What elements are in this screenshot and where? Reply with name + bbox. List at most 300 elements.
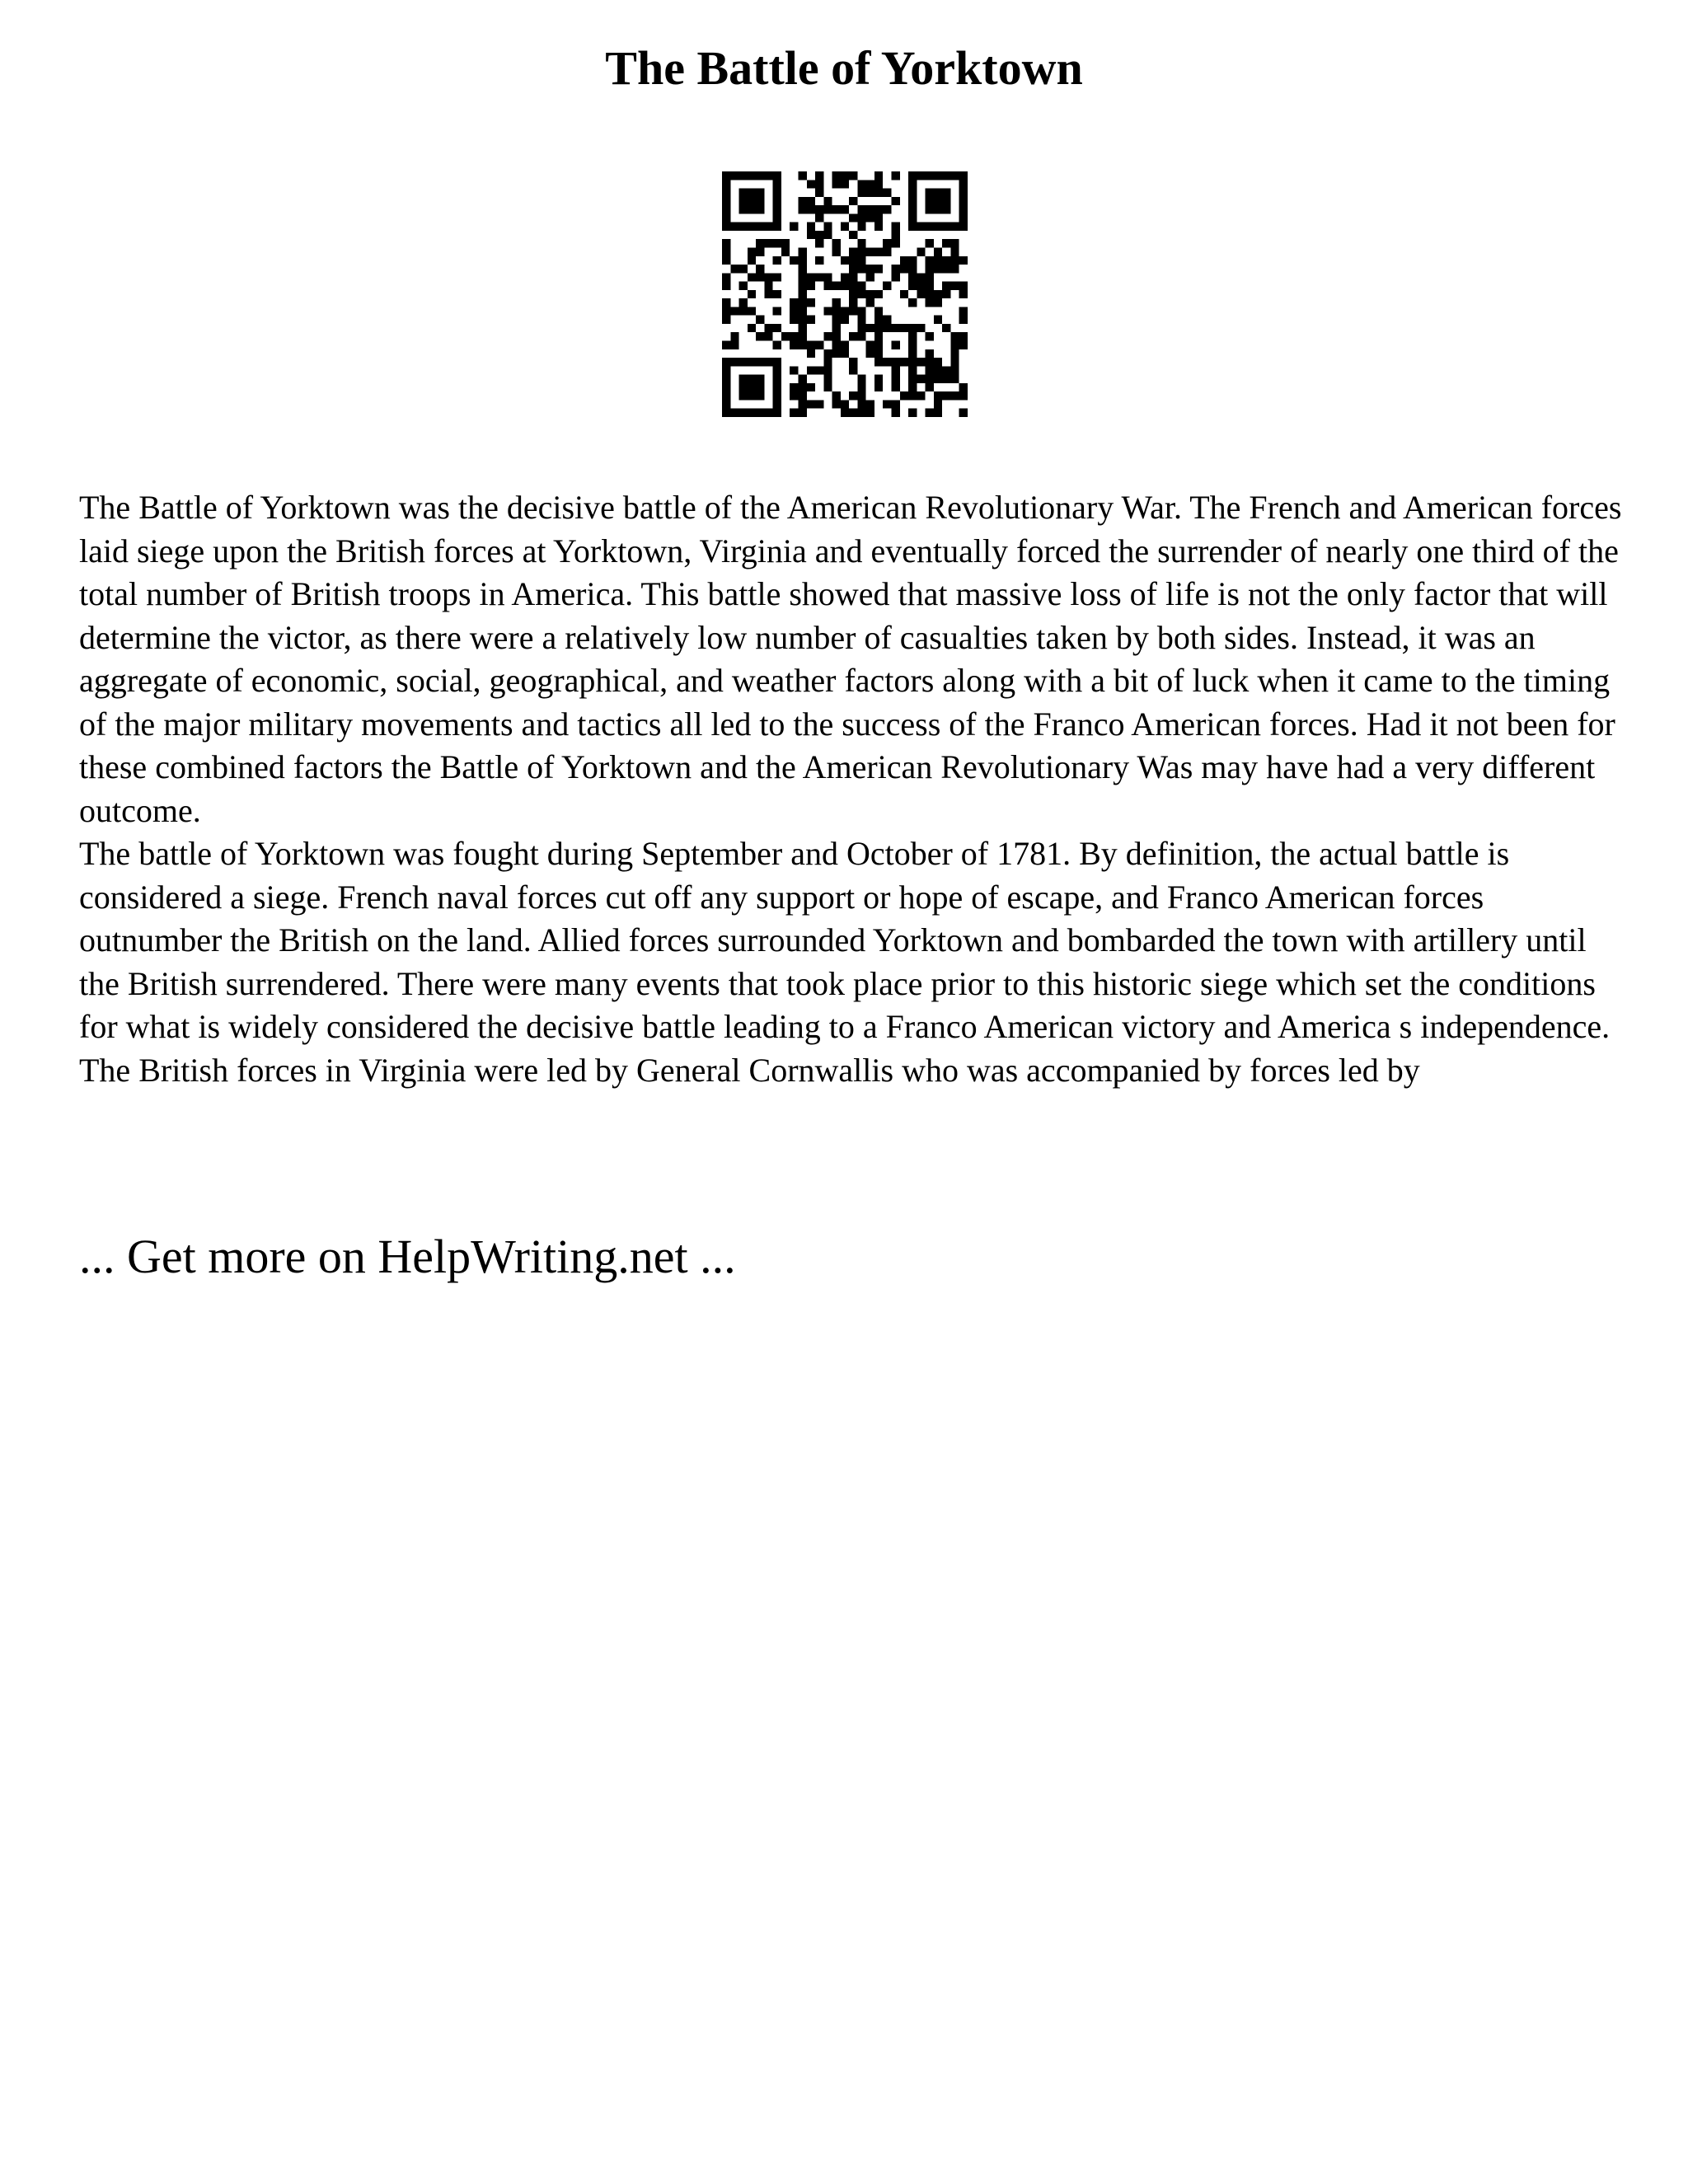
get-more-link[interactable]: ... Get more on HelpWriting.net ... xyxy=(79,1230,736,1283)
qr-module xyxy=(832,180,841,188)
qr-module xyxy=(908,256,917,265)
qr-module xyxy=(950,247,959,255)
qr-module xyxy=(892,197,900,205)
qr-module xyxy=(849,298,857,307)
qr-module xyxy=(748,358,756,366)
qr-module xyxy=(798,316,806,324)
qr-module xyxy=(926,358,934,366)
qr-module xyxy=(841,349,849,358)
qr-module xyxy=(857,223,865,231)
qr-module xyxy=(798,332,806,340)
qr-module xyxy=(748,383,756,391)
qr-module xyxy=(807,298,815,307)
qr-module xyxy=(883,324,891,332)
paragraph-3: The British forces in Virginia were led by General Cornwallis who was accompanied by forces led by xyxy=(79,1051,1420,1089)
qr-module xyxy=(883,358,891,366)
qr-module xyxy=(857,383,865,391)
qr-module xyxy=(942,239,950,247)
qr-module xyxy=(798,307,806,315)
qr-module xyxy=(934,358,942,366)
qr-module xyxy=(739,265,748,273)
qr-module xyxy=(926,349,934,358)
qr-module xyxy=(857,265,865,273)
qr-module xyxy=(841,180,849,188)
qr-module xyxy=(798,341,806,349)
qr-module xyxy=(926,205,934,213)
qr-module xyxy=(866,265,874,273)
qr-module xyxy=(908,282,917,290)
qr-module xyxy=(764,358,772,366)
qr-module xyxy=(798,383,806,391)
qr-module xyxy=(730,223,738,231)
qr-module xyxy=(950,341,959,349)
qr-module xyxy=(959,205,968,213)
qr-module xyxy=(832,349,841,358)
qr-module xyxy=(832,341,841,349)
qr-module xyxy=(773,391,781,400)
qr-module xyxy=(739,298,748,307)
qr-module xyxy=(756,247,764,255)
qr-module xyxy=(866,349,874,358)
qr-module xyxy=(832,400,841,408)
qr-module xyxy=(764,223,772,231)
qr-module xyxy=(748,205,756,213)
qr-module xyxy=(926,290,934,298)
qr-module xyxy=(773,324,781,332)
qr-module xyxy=(790,316,798,324)
qr-module xyxy=(722,197,730,205)
qr-module xyxy=(832,282,841,290)
qr-module xyxy=(866,189,874,197)
qr-module xyxy=(926,239,934,247)
qr-module xyxy=(722,189,730,197)
qr-module xyxy=(866,400,874,408)
qr-module xyxy=(722,409,730,417)
qr-module xyxy=(849,256,857,265)
qr-module xyxy=(722,375,730,383)
qr-module xyxy=(722,171,730,180)
qr-module xyxy=(917,391,925,400)
qr-module xyxy=(917,247,925,255)
qr-module xyxy=(815,213,823,222)
qr-module xyxy=(934,366,942,374)
qr-module xyxy=(798,273,806,281)
qr-module xyxy=(900,256,908,265)
qr-module xyxy=(773,290,781,298)
qr-module xyxy=(815,341,823,349)
qr-module xyxy=(756,332,764,340)
qr-module xyxy=(857,180,865,188)
qr-module xyxy=(773,180,781,188)
qr-module xyxy=(807,231,815,239)
qr-module xyxy=(934,265,942,273)
qr-module xyxy=(857,213,865,222)
qr-module xyxy=(900,324,908,332)
qr-module xyxy=(781,239,790,247)
qr-module xyxy=(892,400,900,408)
qr-module xyxy=(748,256,756,265)
qr-module xyxy=(823,273,832,281)
qr-module xyxy=(841,171,849,180)
qr-module xyxy=(908,375,917,383)
qr-module xyxy=(798,205,806,213)
qr-module xyxy=(790,223,798,231)
qr-module xyxy=(756,189,764,197)
qr-module xyxy=(874,265,883,273)
qr-module xyxy=(807,273,815,281)
qr-module xyxy=(908,205,917,213)
qr-module xyxy=(823,282,832,290)
qr-module xyxy=(748,273,756,281)
qr-module xyxy=(722,307,730,315)
qr-module xyxy=(934,409,942,417)
qr-module xyxy=(857,290,865,298)
qr-module xyxy=(773,375,781,383)
qr-module xyxy=(866,341,874,349)
qr-module xyxy=(798,265,806,273)
qr-module xyxy=(959,256,968,265)
qr-module xyxy=(908,341,917,349)
qr-module xyxy=(832,316,841,324)
qr-module xyxy=(874,375,883,383)
qr-module xyxy=(764,409,772,417)
qr-module xyxy=(823,307,832,315)
qr-module xyxy=(917,282,925,290)
qr-module xyxy=(756,273,764,281)
qr-module xyxy=(798,282,806,290)
paragraph-1: The Battle of Yorktown was the decisive battle of the American Revolutionary War. The French and American forces laid siege upon the British forces at Yorktown, Virginia and eventually forced the surrender of nearly one third of the total number of British troops in America. This battle showed that massive loss of life is not the only factor that will determine the victor, as there were a relatively low number of casualties taken by both sides. Instead, it was an aggregate of economic, social, geographical, and weather factors along with a bit of luck when it came to the timing of the major military movements and tactics all led to the success of the Franco American forces. Had it not been for these combined factors the Battle of Yorktown and the American Revolutionary Was may have had a very different outcome. xyxy=(79,489,1622,829)
qr-module xyxy=(790,366,798,374)
qr-module xyxy=(926,171,934,180)
qr-module xyxy=(926,265,934,273)
qr-module xyxy=(849,409,857,417)
qr-module xyxy=(959,282,968,290)
qr-module xyxy=(739,409,748,417)
qr-module xyxy=(883,189,891,197)
qr-module xyxy=(756,223,764,231)
qr-module xyxy=(790,391,798,400)
qr-module xyxy=(815,189,823,197)
qr-module xyxy=(764,324,772,332)
qr-module xyxy=(942,282,950,290)
qr-module xyxy=(841,307,849,315)
qr-module xyxy=(773,223,781,231)
qr-module xyxy=(874,383,883,391)
qr-module xyxy=(832,307,841,315)
qr-module xyxy=(934,189,942,197)
qr-module xyxy=(900,265,908,273)
qr-module xyxy=(934,223,942,231)
qr-module xyxy=(934,256,942,265)
qr-module xyxy=(942,366,950,374)
qr-module xyxy=(926,375,934,383)
qr-module xyxy=(942,197,950,205)
qr-module xyxy=(883,205,891,213)
qr-module xyxy=(874,316,883,324)
qr-module xyxy=(832,239,841,247)
qr-module xyxy=(857,189,865,197)
qr-module xyxy=(959,341,968,349)
qr-module xyxy=(841,273,849,281)
qr-module xyxy=(950,265,959,273)
qr-module xyxy=(739,189,748,197)
qr-module xyxy=(849,247,857,255)
qr-module xyxy=(841,282,849,290)
qr-module xyxy=(892,273,900,281)
qr-module xyxy=(841,256,849,265)
qr-module xyxy=(866,290,874,298)
qr-module xyxy=(900,290,908,298)
qr-module xyxy=(950,375,959,383)
qr-module xyxy=(926,383,934,391)
qr-module xyxy=(798,171,806,180)
qr-module xyxy=(892,358,900,366)
qr-module xyxy=(773,197,781,205)
qr-module xyxy=(866,409,874,417)
qr-module xyxy=(917,375,925,383)
qr-module xyxy=(722,400,730,408)
qr-module xyxy=(832,324,841,332)
qr-module xyxy=(764,171,772,180)
qr-module xyxy=(908,298,917,307)
qr-module xyxy=(959,223,968,231)
qr-module xyxy=(722,223,730,231)
qr-module xyxy=(849,307,857,315)
qr-module xyxy=(798,247,806,255)
qr-module xyxy=(874,290,883,298)
qr-module xyxy=(823,231,832,239)
qr-module xyxy=(823,375,832,383)
qr-module xyxy=(857,400,865,408)
qr-module xyxy=(764,282,772,290)
qr-module xyxy=(773,273,781,281)
qr-module xyxy=(832,171,841,180)
qr-module xyxy=(773,307,781,315)
qr-module xyxy=(892,366,900,374)
qr-module xyxy=(942,256,950,265)
qr-module xyxy=(756,391,764,400)
qr-module xyxy=(892,324,900,332)
qr-module xyxy=(866,213,874,222)
qr-module xyxy=(748,391,756,400)
qr-module xyxy=(756,205,764,213)
qr-module xyxy=(841,341,849,349)
qr-module xyxy=(883,247,891,255)
qr-module xyxy=(773,358,781,366)
qr-module xyxy=(942,265,950,273)
qr-module xyxy=(866,324,874,332)
qr-module xyxy=(798,298,806,307)
qr-module xyxy=(857,324,865,332)
qr-module xyxy=(722,239,730,247)
qr-module xyxy=(892,265,900,273)
qr-module xyxy=(722,180,730,188)
qr-module xyxy=(781,247,790,255)
qr-module xyxy=(815,231,823,239)
qr-module xyxy=(892,171,900,180)
qr-module xyxy=(748,307,756,315)
qr-module xyxy=(823,223,832,231)
qr-module xyxy=(908,171,917,180)
qr-module xyxy=(866,298,874,307)
qr-module xyxy=(722,383,730,391)
qr-module xyxy=(900,358,908,366)
qr-module xyxy=(798,324,806,332)
qr-module xyxy=(926,366,934,374)
qr-module xyxy=(773,189,781,197)
qr-module xyxy=(832,298,841,307)
qr-module xyxy=(883,282,891,290)
qr-module xyxy=(849,273,857,281)
qr-module xyxy=(950,256,959,265)
qr-module xyxy=(730,171,738,180)
qr-module xyxy=(730,332,738,340)
qr-module xyxy=(934,247,942,255)
qr-module xyxy=(874,349,883,358)
qr-module xyxy=(950,282,959,290)
qr-module xyxy=(815,205,823,213)
qr-module xyxy=(722,205,730,213)
qr-module xyxy=(790,409,798,417)
qr-module xyxy=(892,375,900,383)
qr-module xyxy=(764,332,772,340)
qr-module xyxy=(815,180,823,188)
qr-module xyxy=(730,307,738,315)
qr-module xyxy=(722,298,730,307)
qr-module xyxy=(926,298,934,307)
qr-module xyxy=(959,197,968,205)
qr-module xyxy=(917,358,925,366)
qr-module xyxy=(722,247,730,255)
qr-module xyxy=(857,205,865,213)
qr-module xyxy=(866,205,874,213)
qr-module xyxy=(748,189,756,197)
qr-module xyxy=(934,375,942,383)
qr-module xyxy=(756,265,764,273)
qr-module xyxy=(849,366,857,374)
qr-module xyxy=(934,197,942,205)
qr-module xyxy=(722,316,730,324)
qr-module xyxy=(942,189,950,197)
qr-module xyxy=(798,375,806,383)
qr-module xyxy=(950,239,959,247)
qr-module xyxy=(807,366,815,374)
qr-module xyxy=(739,358,748,366)
qr-module xyxy=(942,290,950,298)
qr-module xyxy=(807,341,815,349)
qr-module xyxy=(857,332,865,340)
qr-module xyxy=(857,409,865,417)
qr-module xyxy=(950,171,959,180)
qr-module xyxy=(773,383,781,391)
qr-module xyxy=(773,171,781,180)
qr-module xyxy=(722,273,730,281)
qr-module xyxy=(815,400,823,408)
qr-module xyxy=(739,223,748,231)
qr-module xyxy=(926,282,934,290)
qr-module xyxy=(790,307,798,315)
qr-module xyxy=(832,247,841,255)
qr-module xyxy=(748,247,756,255)
qr-module xyxy=(722,282,730,290)
qr-module xyxy=(874,180,883,188)
qr-module xyxy=(883,239,891,247)
qr-module xyxy=(756,171,764,180)
qr-module xyxy=(934,316,942,324)
qr-module xyxy=(807,223,815,231)
qr-module xyxy=(841,223,849,231)
qr-module xyxy=(950,358,959,366)
qr-module xyxy=(798,197,806,205)
qr-module xyxy=(917,273,925,281)
qr-module xyxy=(934,290,942,298)
qr-module xyxy=(790,256,798,265)
qr-module xyxy=(874,341,883,349)
qr-module xyxy=(908,349,917,358)
qr-module xyxy=(908,189,917,197)
qr-module xyxy=(739,375,748,383)
qr-module xyxy=(959,213,968,222)
qr-module xyxy=(892,223,900,231)
qr-module xyxy=(756,383,764,391)
qr-module xyxy=(950,391,959,400)
qr-module xyxy=(823,358,832,366)
qr-module xyxy=(942,223,950,231)
qr-module xyxy=(934,205,942,213)
qr-module xyxy=(942,375,950,383)
qr-module xyxy=(841,316,849,324)
qr-module xyxy=(908,213,917,222)
qr-module xyxy=(926,197,934,205)
qr-module xyxy=(722,366,730,374)
qr-module xyxy=(857,307,865,315)
qr-module xyxy=(722,256,730,265)
qr-module xyxy=(756,239,764,247)
qr-module xyxy=(908,358,917,366)
qr-module xyxy=(823,197,832,205)
qr-module xyxy=(950,349,959,358)
qr-module xyxy=(874,205,883,213)
qr-module xyxy=(807,197,815,205)
qr-module xyxy=(807,205,815,213)
qr-module xyxy=(730,358,738,366)
qr-module xyxy=(892,239,900,247)
qr-module xyxy=(841,400,849,408)
qr-module xyxy=(857,256,865,265)
qr-module xyxy=(756,375,764,383)
qr-module xyxy=(866,273,874,281)
qr-module xyxy=(874,324,883,332)
qr-module xyxy=(959,290,968,298)
qr-module xyxy=(773,400,781,408)
qr-module xyxy=(807,180,815,188)
qr-module xyxy=(857,247,865,255)
qr-module xyxy=(959,171,968,180)
qr-module xyxy=(773,366,781,374)
qr-module xyxy=(748,171,756,180)
qr-module xyxy=(959,409,968,417)
qr-module xyxy=(730,265,738,273)
qr-module xyxy=(934,391,942,400)
qr-module xyxy=(959,383,968,391)
qr-module xyxy=(892,383,900,391)
qr-module xyxy=(832,332,841,340)
qr-module xyxy=(934,171,942,180)
qr-module xyxy=(798,409,806,417)
qr-module xyxy=(739,171,748,180)
qr-module xyxy=(959,189,968,197)
qr-module xyxy=(722,341,730,349)
